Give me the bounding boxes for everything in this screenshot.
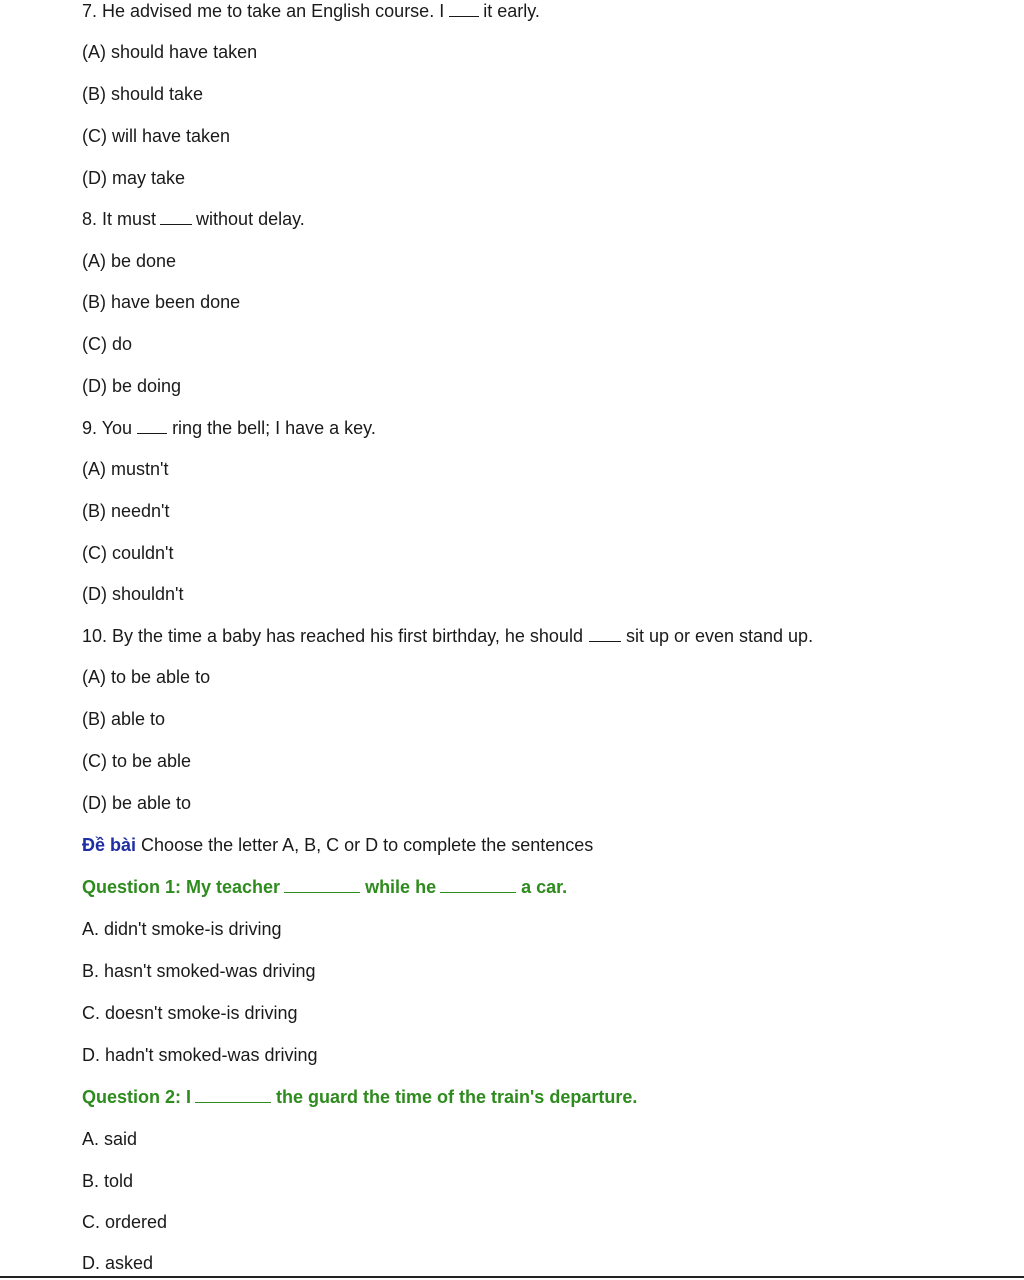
question-8-option-c: (C) do	[82, 334, 133, 354]
question-7-option-a: (A) should have taken	[82, 42, 258, 62]
section-heading	[82, 834, 593, 856]
question-10-option-d: (D) be able to	[82, 793, 192, 813]
question-1-option-b: B. hasn't smoked-was driving	[82, 961, 316, 981]
question-9-option-a: (A) mustn't	[82, 459, 169, 479]
question-1-option-d: D. hadn't smoked-was driving	[82, 1045, 318, 1065]
question-1-text-a: Question 1: My teacher	[82, 877, 281, 897]
question-2-option-b: B. told	[82, 1171, 134, 1191]
answer-blank	[449, 2, 479, 17]
answer-blank	[284, 878, 360, 893]
question-9-stem	[82, 417, 376, 439]
question-8-option-d: (D) be doing	[82, 376, 182, 396]
question-9-option-b: (B) needn't	[82, 501, 170, 521]
question-8-text-after: without delay.	[196, 209, 305, 229]
heading-instruction: Choose the letter A, B, C or D to complete the sentences	[141, 835, 594, 855]
question-10-stem	[82, 625, 813, 647]
question-7-option-b: (B) should take	[82, 84, 204, 104]
question-8-option-b: (B) have been done	[82, 292, 241, 312]
question-2-text-a: Question 2: I	[82, 1087, 192, 1107]
question-10-option-c: (C) to be able	[82, 751, 192, 771]
question-1-option-a: A. didn't smoke-is driving	[82, 919, 282, 939]
question-8-text-before: 8. It must	[82, 209, 157, 229]
question-10-text-before: 10. By the time a baby has reached his first birthday, he should	[82, 626, 583, 646]
answer-blank	[160, 210, 192, 225]
answer-blank	[137, 419, 167, 434]
answer-blank	[440, 878, 516, 893]
question-2-stem	[82, 1086, 637, 1108]
question-2-option-a: A. said	[82, 1129, 138, 1149]
question-1-option-c: C. doesn't smoke-is driving	[82, 1003, 298, 1023]
question-7-option-c: (C) will have taken	[82, 126, 231, 146]
question-9-option-d: (D) shouldn't	[82, 584, 184, 604]
question-1-stem	[82, 876, 567, 898]
question-1-text-b: while he	[365, 877, 437, 897]
question-7-option-d: (D) may take	[82, 168, 186, 188]
question-2-text-b: the guard the time of the train's departure.	[276, 1087, 638, 1107]
question-7-text-before: 7. He advised me to take an English course. I	[82, 1, 445, 21]
answer-blank	[195, 1088, 271, 1103]
question-2-option-c: C. ordered	[82, 1212, 168, 1232]
question-9-text-after: ring the bell; I have a key.	[172, 418, 376, 438]
heading-label: Đề bài	[82, 835, 137, 855]
question-2-option-d: D. asked	[82, 1253, 154, 1273]
question-7-stem	[82, 0, 540, 22]
question-7-text-after: it early.	[483, 1, 540, 21]
answer-blank	[589, 627, 621, 642]
question-10-option-b: (B) able to	[82, 709, 166, 729]
question-10-text-after: sit up or even stand up.	[625, 626, 814, 646]
question-9-option-c: (C) couldn't	[82, 543, 174, 563]
question-9-text-before: 9. You	[82, 418, 133, 438]
question-10-option-a: (A) to be able to	[82, 667, 211, 687]
page-bottom-rule	[0, 1276, 1024, 1278]
question-1-text-c: a car.	[521, 877, 568, 897]
question-8-option-a: (A) be done	[82, 251, 177, 271]
question-8-stem	[82, 208, 305, 230]
